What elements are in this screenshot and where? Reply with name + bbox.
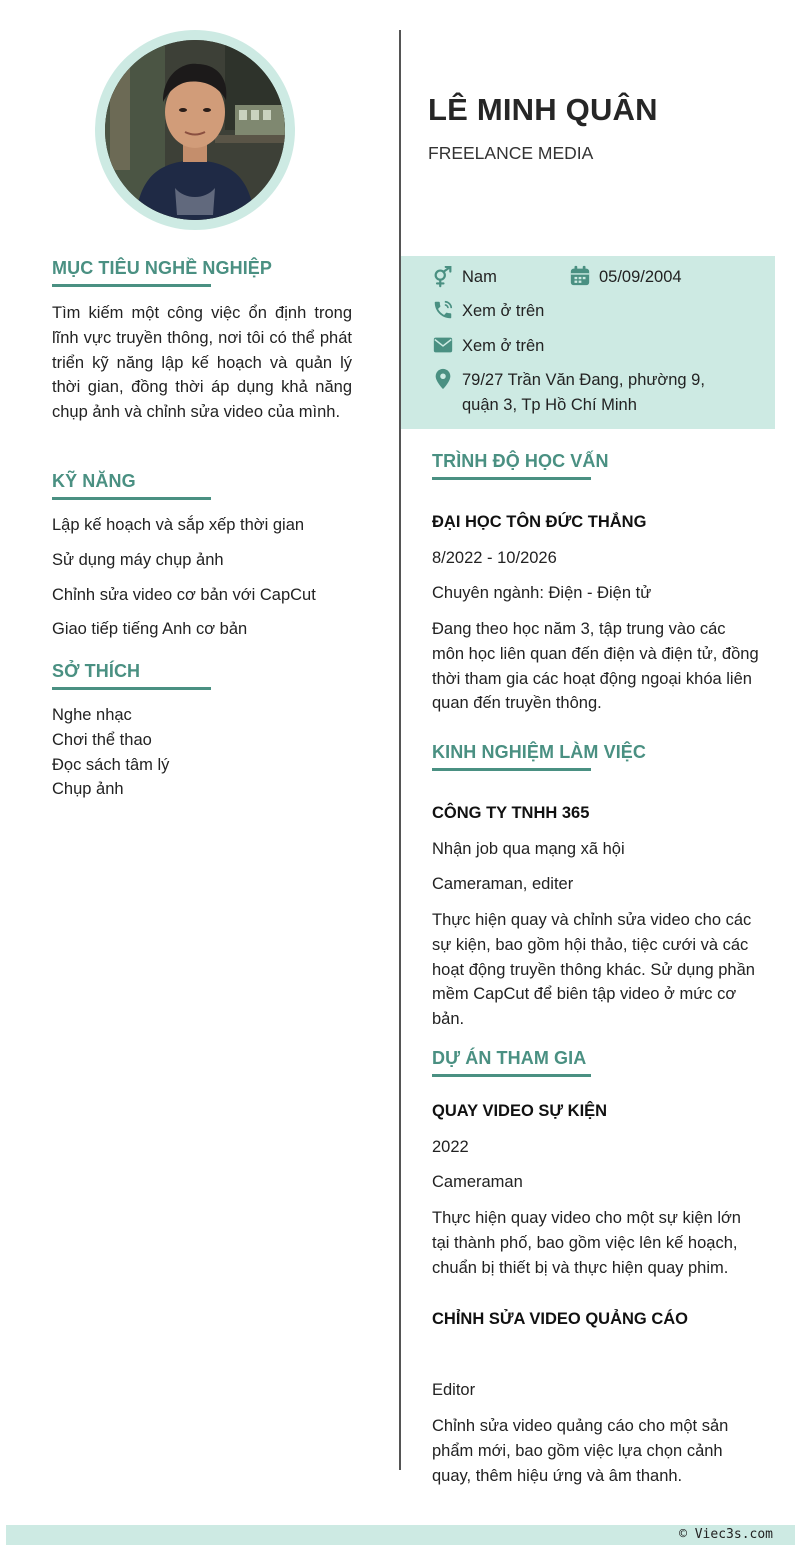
candidate-job-title: FREELANCE MEDIA: [428, 143, 594, 163]
experience-section-title: [432, 742, 646, 763]
skill-item: Sử dụng máy chụp ảnh: [52, 551, 224, 569]
hobby-item: Chụp ảnh: [52, 780, 124, 798]
hobby-item: Đọc sách tâm lý: [52, 756, 170, 774]
experience-description: Thực hiện quay và chỉnh sửa video cho các sự kiện, bao gồm hội thảo, tiệc cưới và các hoạt động truyền thông khác. Sử dụng phần mềm CapCut để biên tập video ở mức cơ bản.: [432, 911, 755, 1029]
projects-title-text: DỰ ÁN THAM GIA: [432, 1048, 587, 1068]
project-description: Thực hiện quay video cho một sự kiện lớn tại thành phố, bao gồm việc lên kế hoạch, chuẩn bị thiết bị và thực hiện quay phim.: [432, 1209, 741, 1277]
avatar-frame: [95, 30, 295, 230]
skill-item: Lập kế hoạch và sắp xếp thời gian: [52, 516, 305, 534]
experience-period: Nhận job qua mạng xã hội: [432, 840, 625, 858]
objective-text: Tìm kiếm một công việc ổn định trong lĩnh vực truyền thông, nơi tôi có thể phát triển kỹ năng lập kế hoạch và quản lý thời gian, đồng thời áp dụng khả năng chụp ảnh và chỉnh sửa video của mình.: [52, 304, 352, 422]
address-line2-text: quận 3, Tp Hồ Chí Minh: [462, 396, 637, 414]
birthday-text: 05/09/2004: [599, 268, 682, 286]
email-icon: [432, 334, 454, 356]
project-description: Chỉnh sửa video quảng cáo cho một sản phẩm mới, bao gồm việc lựa chọn cảnh quay, thêm hiệu ứng và âm thanh.: [432, 1417, 729, 1485]
email-text: Xem ở trên: [462, 337, 545, 355]
location-icon: [432, 368, 454, 390]
phone-icon: [432, 299, 454, 321]
skill-item: Giao tiếp tiếng Anh cơ bản: [52, 620, 248, 638]
project-period: 2022: [432, 1138, 469, 1156]
experience-role: Cameraman, editer: [432, 875, 574, 893]
project-role: Cameraman: [432, 1173, 523, 1191]
gender-text: Nam: [462, 268, 497, 286]
education-description: Đang theo học năm 3, tập trung vào các môn học liên quan đến điện và điện tử, đồng thời tham gia các hoạt động ngoại khóa liên quan đến truyền thông.: [432, 620, 759, 713]
education-title-underline: [432, 477, 591, 480]
candidate-name: LÊ MINH QUÂN: [428, 92, 658, 127]
hobbies-title-underline: [52, 687, 211, 690]
skills-title-underline: [52, 497, 211, 500]
experience-title-underline: [432, 768, 591, 771]
calendar-icon: [569, 265, 591, 287]
education-section-title: [432, 451, 609, 472]
footer-bar: [6, 1525, 795, 1545]
hobbies-title-text: SỞ THÍCH: [52, 661, 141, 681]
objective-title-text: MỤC TIÊU NGHỀ NGHIỆP: [52, 258, 273, 278]
education-major: Chuyên ngành: Điện - Điện tử: [432, 584, 652, 602]
hobby-item: Nghe nhạc: [52, 706, 132, 724]
contact-info-box: [401, 256, 775, 429]
experience-title-text: KINH NGHIỆM LÀM VIỆC: [432, 742, 647, 762]
projects-title-underline: [432, 1074, 591, 1077]
phone-text: Xem ở trên: [462, 302, 545, 320]
skills-title-text: KỸ NĂNG: [52, 471, 136, 491]
education-school: ĐẠI HỌC TÔN ĐỨC THẮNG: [432, 513, 647, 531]
footer-watermark: © Viec3s.com: [679, 1527, 773, 1542]
experience-company: CÔNG TY TNHH 365: [432, 804, 590, 822]
project-name: CHỈNH SỬA VIDEO QUẢNG CÁO: [432, 1310, 689, 1328]
column-divider: [399, 30, 401, 1470]
skill-item: Chỉnh sửa video cơ bản với CapCut: [52, 586, 316, 604]
hobbies-section-title: [52, 661, 140, 682]
project-name: QUAY VIDEO SỰ KIỆN: [432, 1102, 608, 1120]
avatar-photo: [105, 40, 285, 220]
project-role: Editor: [432, 1381, 476, 1399]
skills-section-title: [52, 471, 136, 492]
gender-icon: [432, 266, 454, 288]
education-period: 8/2022 - 10/2026: [432, 549, 557, 567]
objective-section-title: [52, 258, 272, 279]
avatar: [105, 40, 285, 220]
education-title-text: TRÌNH ĐỘ HỌC VẤN: [432, 451, 609, 471]
hobby-item: Chơi thể thao: [52, 731, 152, 749]
projects-section-title: [432, 1048, 586, 1069]
objective-title-underline: [52, 284, 211, 287]
address-line1-text: 79/27 Trần Văn Đang, phường 9,: [462, 371, 705, 389]
